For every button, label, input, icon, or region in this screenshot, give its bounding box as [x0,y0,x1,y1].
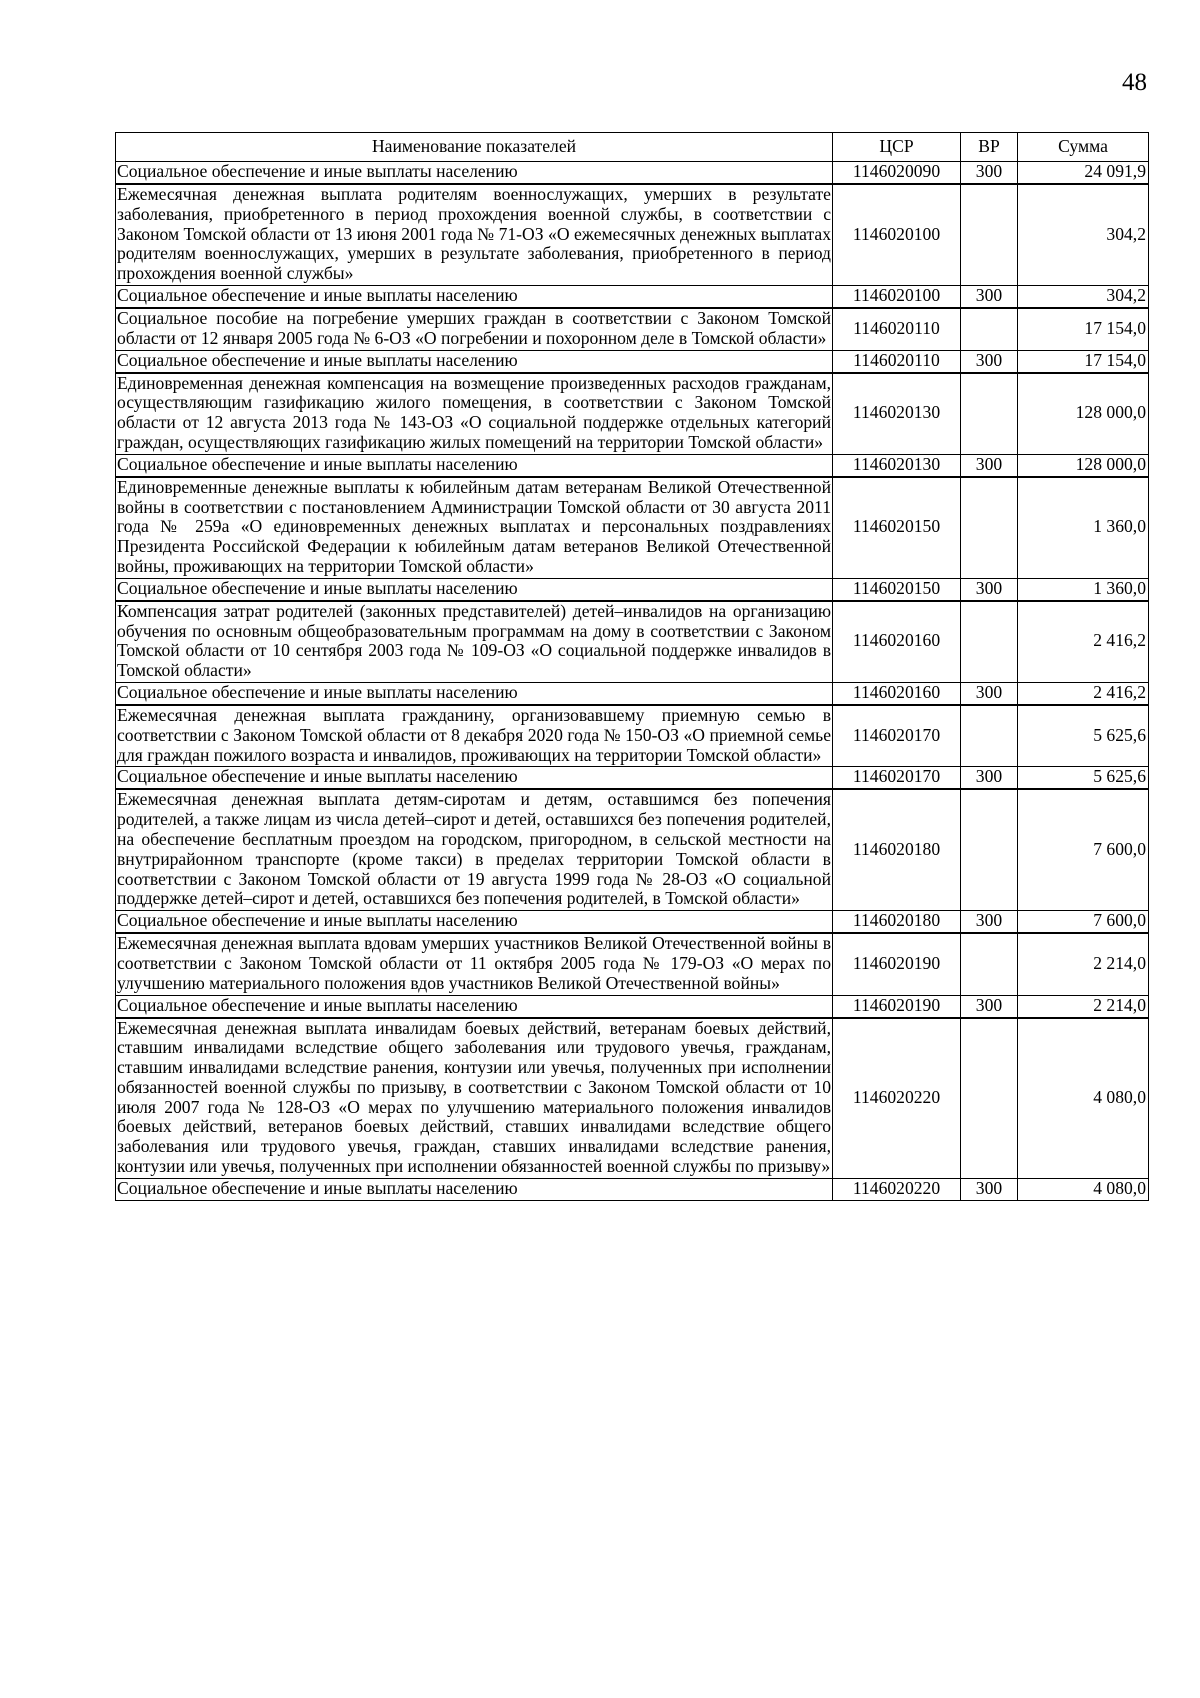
cell-vr [961,184,1018,285]
cell-name: Единовременные денежные выплаты к юбилейным датам ветеранам Великой Отечественной войны в соответствии с постановлением Администрации Томской области от 30 августа 2011 года № 259а «О единовременных денежных выплатах и персональных поздравлениях Президента Российской Федерации к юбилейным датам ветеранов Великой Отечественной войны, проживающих на территории Томской области» [116,477,833,578]
cell-name: Социальное обеспечение и иные выплаты населению [116,162,833,185]
cell-vr: 300 [961,285,1018,308]
table-body [116,162,1149,1201]
cell-sum: 5 625,6 [1018,705,1149,767]
cell-sum: 7 600,0 [1018,911,1149,934]
cell-csr: 1146020150 [833,578,961,601]
cell-csr: 1146020170 [833,767,961,790]
table-row [116,601,1149,683]
cell-vr [961,308,1018,350]
table-row [116,184,1149,285]
cell-csr: 1146020220 [833,1178,961,1200]
cell-name: Социальное обеспечение и иные выплаты населению [116,682,833,705]
cell-csr: 1146020110 [833,308,961,350]
cell-vr: 300 [961,767,1018,790]
cell-csr: 1146020180 [833,789,961,910]
cell-csr: 1146020160 [833,601,961,683]
cell-sum: 2 214,0 [1018,995,1149,1018]
cell-sum: 2 416,2 [1018,682,1149,705]
cell-name: Социальное обеспечение и иные выплаты населению [116,1178,833,1200]
table-row [116,308,1149,350]
table-row [116,1018,1149,1179]
table-row-subtotal [116,350,1149,373]
cell-vr: 300 [961,578,1018,601]
budget-table [115,132,1149,1201]
table-row [116,789,1149,910]
cell-csr: 1146020100 [833,184,961,285]
cell-csr: 1146020170 [833,705,961,767]
cell-vr [961,933,1018,995]
cell-vr [961,373,1018,455]
cell-name: Социальное пособие на погребение умерших граждан в соответствии с Законом Томской области от 12 января 2005 года № 6-ОЗ «О погребении и похоронном деле в Томской области» [116,308,833,350]
table-row [116,705,1149,767]
cell-vr [961,1018,1018,1179]
cell-sum: 4 080,0 [1018,1178,1149,1200]
table-row-subtotal [116,995,1149,1018]
cell-sum: 304,2 [1018,285,1149,308]
cell-name: Социальное обеспечение и иные выплаты населению [116,767,833,790]
header-vr: ВР [961,133,1018,162]
table-row-subtotal [116,162,1149,185]
cell-name: Социальное обеспечение и иные выплаты населению [116,578,833,601]
cell-sum: 128 000,0 [1018,373,1149,455]
cell-csr: 1146020190 [833,933,961,995]
cell-sum: 2 416,2 [1018,601,1149,683]
cell-sum: 17 154,0 [1018,308,1149,350]
cell-sum: 17 154,0 [1018,350,1149,373]
cell-vr: 300 [961,162,1018,185]
table-row-subtotal [116,767,1149,790]
cell-sum: 1 360,0 [1018,578,1149,601]
cell-vr: 300 [961,911,1018,934]
cell-name: Социальное обеспечение и иные выплаты населению [116,285,833,308]
header-sum: Сумма [1018,133,1149,162]
header-name: Наименование показателей [116,133,833,162]
cell-vr [961,601,1018,683]
cell-csr: 1146020150 [833,477,961,578]
cell-csr: 1146020190 [833,995,961,1018]
cell-name: Ежемесячная денежная выплата вдовам умерших участников Великой Отечественной войны в соответствии с Законом Томской области от 11 октября 2005 года № 179-ОЗ «О мерах по улучшению материального положения вдов участников Великой Отечественной войны» [116,933,833,995]
cell-sum: 2 214,0 [1018,933,1149,995]
cell-sum: 24 091,9 [1018,162,1149,185]
table-row-subtotal [116,285,1149,308]
cell-name: Социальное обеспечение и иные выплаты населению [116,911,833,934]
cell-csr: 1146020130 [833,373,961,455]
cell-vr: 300 [961,1178,1018,1200]
table-row-subtotal [116,682,1149,705]
table-row-subtotal [116,1178,1149,1200]
cell-csr: 1146020110 [833,350,961,373]
table-row-subtotal [116,578,1149,601]
cell-csr: 1146020180 [833,911,961,934]
table-row [116,477,1149,578]
cell-sum: 4 080,0 [1018,1018,1149,1179]
cell-name: Ежемесячная денежная выплата гражданину, организовавшему приемную семью в соответствии с Законом Томской области от 8 декабря 2020 года № 150-ОЗ «О приемной семье для граждан пожилого возраста и инвалидов, проживающих на территории Томской области» [116,705,833,767]
cell-vr: 300 [961,682,1018,705]
table-row [116,933,1149,995]
cell-csr: 1146020090 [833,162,961,185]
cell-name: Единовременная денежная компенсация на возмещение произведенных расходов гражданам, осуществляющим газификацию жилого помещения, в соответствии с Законом Томской области от 12 августа 2013 года № 143-ОЗ «О социальной поддержке отдельных категорий граждан, осуществляющих газификацию жилых помещений на территории Томской области» [116,373,833,455]
table-row [116,373,1149,455]
table-row-subtotal [116,454,1149,477]
cell-csr: 1146020100 [833,285,961,308]
cell-sum: 1 360,0 [1018,477,1149,578]
cell-sum: 7 600,0 [1018,789,1149,910]
cell-sum: 128 000,0 [1018,454,1149,477]
table-header-row [116,133,1149,162]
cell-vr [961,705,1018,767]
cell-name: Социальное обеспечение и иные выплаты населению [116,350,833,373]
table-row-subtotal [116,911,1149,934]
cell-name: Компенсация затрат родителей (законных представителей) детей–инвалидов на организацию обучения по основным общеобразовательным программам на дому в соответствии с Законом Томской области от 10 сентября 2003 года № 109-ОЗ «О социальной поддержке инвалидов в Томской области» [116,601,833,683]
cell-csr: 1146020160 [833,682,961,705]
cell-sum: 5 625,6 [1018,767,1149,790]
page-number: 48 [1122,69,1147,96]
cell-csr: 1146020220 [833,1018,961,1179]
cell-name: Социальное обеспечение и иные выплаты населению [116,995,833,1018]
cell-csr: 1146020130 [833,454,961,477]
cell-vr: 300 [961,454,1018,477]
cell-vr [961,789,1018,910]
cell-name: Ежемесячная денежная выплата инвалидам боевых действий, ветеранам боевых действий, ставшим инвалидами вследствие общего заболевания или трудового увечья, гражданам, ставшим инвалидами вследствие ранения, контузии или увечья, полученных при исполнении обязанностей военной службы по призыву, в соответствии с Законом Томской области от 10 июля 2007 года № 128-ОЗ «О мерах по улучшению материального положения инвалидов боевых действий, ветеранов боевых действий, ставших инвалидами вследствие общего заболевания или трудового увечья, граждан, ставших инвалидами вследствие ранения, контузии или увечья, полученных при исполнении обязанностей военной службы по призыву» [116,1018,833,1179]
cell-vr [961,477,1018,578]
cell-name: Ежемесячная денежная выплата детям-сиротам и детям, оставшимся без попечения родителей, а также лицам из числа детей–сирот и детей, оставшихся без попечения родителей, на обеспечение бесплатным проездом на городском, пригородном, в сельской местности на внутрирайонном транспорте (кроме такси) в пределах территории Томской области в соответствии с Законом Томской области от 19 августа 1999 года № 28-ОЗ «О социальной поддержке детей–сирот и детей, оставшихся без попечения родителей, в Томской области» [116,789,833,910]
cell-vr: 300 [961,350,1018,373]
header-csr: ЦСР [833,133,961,162]
cell-name: Социальное обеспечение и иные выплаты населению [116,454,833,477]
cell-sum: 304,2 [1018,184,1149,285]
cell-vr: 300 [961,995,1018,1018]
cell-name: Ежемесячная денежная выплата родителям военнослужащих, умерших в результате заболевания, приобретенного в период прохождения военной службы, в соответствии с Законом Томской области от 13 июня 2001 года № 71-ОЗ «О ежемесячных денежных выплатах родителям военнослужащих, умерших в результате заболевания, приобретенного в период прохождения военной службы» [116,184,833,285]
